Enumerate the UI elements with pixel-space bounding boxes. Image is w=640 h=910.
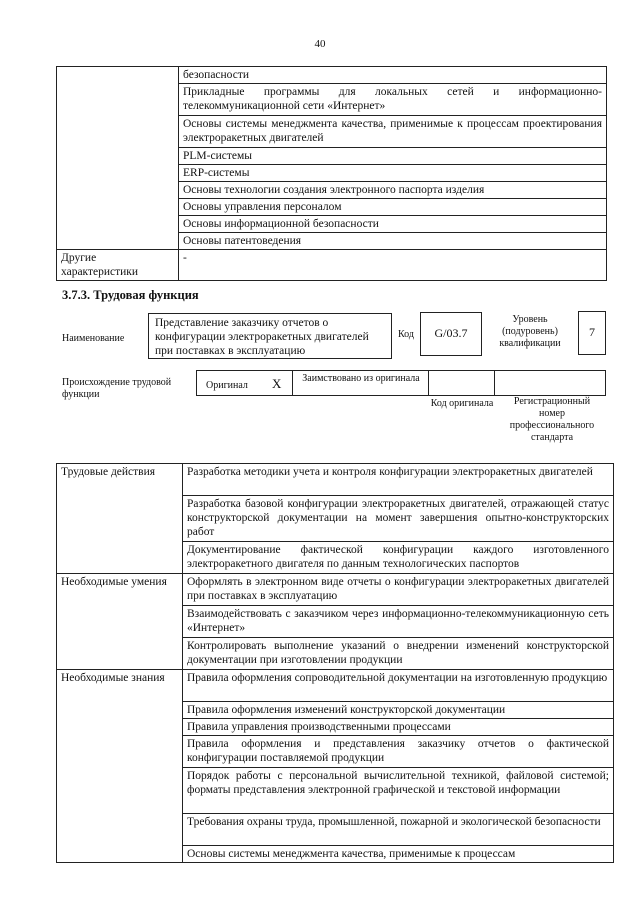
level-label: Уровень (подуровень) квалификации [499,314,561,349]
original-label: Оригинал [206,380,248,391]
knowledge-item: Правила управления производственными процессами [183,719,614,736]
function-name: Представление заказчику отчетов о конфигурации электроракетных двигателей при поставках в эксплуатацию [148,313,392,359]
knowledge-item: Правила оформления изменений конструкторской документации [183,702,614,719]
knowledge-item: Правила оформления и представления заказчику отчетов о фактической конфигурации поставляемой продукции [183,736,614,768]
skill-item: Взаимодействовать с заказчиком через информационно-телекоммуникационную сеть «Интернет» [183,606,614,638]
knowledge-item: Основы технологии создания электронного паспорта изделия [179,182,607,199]
code-label: Код [398,329,414,340]
row-label-actions: Трудовые действия [57,464,183,574]
function-code: G/03.7 [420,312,482,356]
origin-label: Происхождение трудовой функции [62,377,172,400]
knowledge-item: Порядок работы с персональной вычислительной техникой, файловой системой; форматы представления электронной графической и текстовой информации [183,768,614,814]
function-table [56,463,614,863]
name-label: Наименование [62,333,125,344]
reg-number-label: Регистрационный номер профессионального стандарта [509,396,595,443]
knowledge-item: Прикладные программы для локальных сетей и информационно-телекоммуникационной сети «Интернет» [179,84,607,116]
knowledge-item: Основы управления персоналом [179,199,607,216]
knowledge-item: ERP-системы [179,165,607,182]
knowledge-item: Требования охраны труда, промышленной, пожарной и экологической безопасности [183,814,614,846]
action-item: Разработка методики учета и контроля конфигурации электроракетных двигателей [183,464,614,496]
origin-divider [494,370,495,396]
knowledge-item: Основы патентоведения [179,233,607,250]
continuation-table [56,66,607,281]
original-mark: X [272,376,282,391]
knowledge-item: Правила оформления сопроводительной документации на изготовленную продукцию [183,670,614,702]
qualification-level: 7 [578,311,606,355]
skill-item: Оформлять в электронном виде отчеты о конфигурации электроракетных двигателей при поставках в эксплуатацию [183,574,614,606]
knowledge-label-cell [57,67,179,250]
action-item: Разработка базовой конфигурации электроракетных двигателей, отражающей статус конструкторской документации на момент завершения опытно-конструкторских работ [183,496,614,542]
knowledge-item: безопасности [179,67,607,84]
knowledge-item: PLM-системы [179,148,607,165]
page-number: 40 [314,38,326,50]
row-label-knowledge: Необходимые знания [57,670,183,863]
skill-item: Контролировать выполнение указаний о внедрении изменений конструкторской документации при изготовлении продукции [183,638,614,670]
action-item: Документирование фактической конфигурации каждого изготовленного электроракетного двигателя по данным технологических паспортов [183,542,614,574]
knowledge-item: Основы системы менеджмента качества, применимые к процессам [183,846,614,863]
knowledge-item: Основы системы менеджмента качества, применимые к процессам проектирования электроракетных двигателей [179,116,607,148]
other-characteristics-value: - [179,250,607,281]
origin-divider [292,370,293,396]
row-label-skills: Необходимые умения [57,574,183,670]
section-title: 3.7.3. Трудовая функция [62,288,199,302]
knowledge-item: Основы информационной безопасности [179,216,607,233]
code-original-label: Код оригинала [430,398,494,409]
other-characteristics-label: Другие характеристики [57,250,179,281]
borrowed-label: Заимствовано из оригинала [302,373,420,384]
origin-divider [428,370,429,396]
